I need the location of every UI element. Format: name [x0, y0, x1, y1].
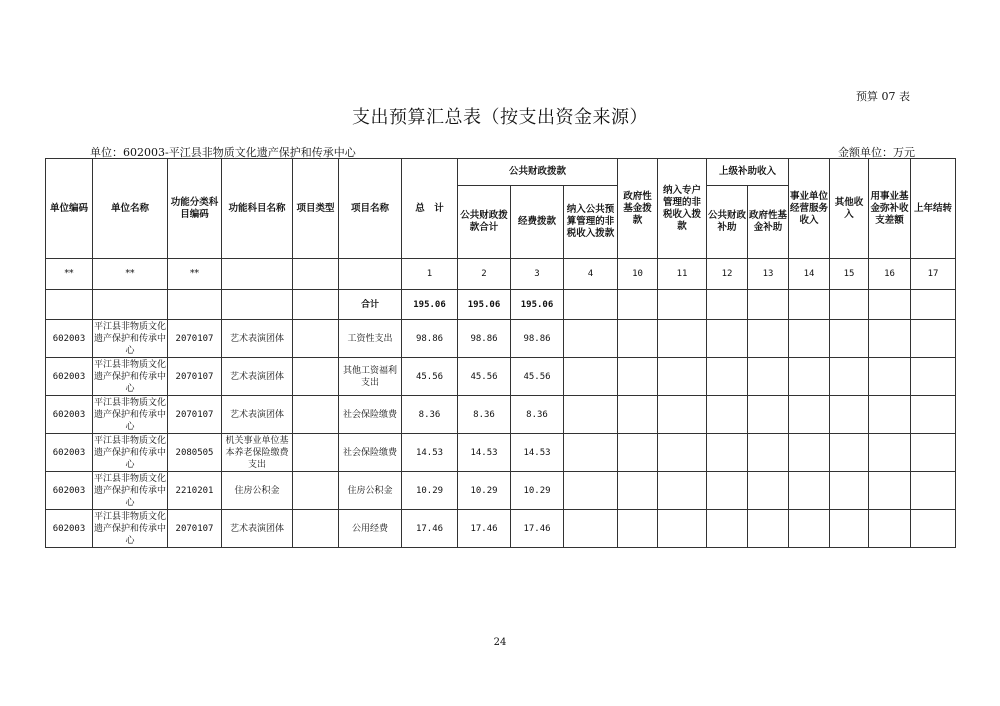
- empty-cell: [618, 358, 658, 396]
- empty-cell: [830, 510, 869, 548]
- header-special-nontax: 纳入专户管理的非税收入拨款: [658, 159, 707, 259]
- public-total-cell: 14.53: [458, 434, 511, 472]
- empty-cell: [830, 396, 869, 434]
- header-fund-makeup: 用事业基金弥补收支差额: [869, 159, 911, 259]
- empty-cell: [789, 510, 830, 548]
- total-cell: 98.86: [402, 320, 458, 358]
- func-code-cell: 2080505: [168, 434, 222, 472]
- empty-cell: [911, 472, 956, 510]
- proj-type-cell: [293, 434, 339, 472]
- index-cell: 16: [869, 259, 911, 290]
- index-cell: [339, 259, 402, 290]
- total-public-amount: 195.06: [458, 290, 511, 320]
- table-row: [46, 320, 956, 358]
- empty-cell: [748, 396, 789, 434]
- empty-cell: [564, 358, 618, 396]
- proj-name-cell: 社会保险缴费: [339, 396, 402, 434]
- empty-cell: [564, 396, 618, 434]
- unit-code-cell: 602003: [46, 434, 93, 472]
- expense-cell: 8.36: [511, 396, 564, 434]
- expense-cell: 98.86: [511, 320, 564, 358]
- empty-cell: [911, 358, 956, 396]
- empty-cell: [658, 320, 707, 358]
- func-name-cell: 艺术表演团体: [222, 358, 293, 396]
- index-cell: [293, 259, 339, 290]
- empty-cell: [618, 396, 658, 434]
- table-row: [46, 434, 956, 472]
- unit-name-cell: 平江县非物质文化遗产保护和传承中心: [94, 321, 167, 356]
- index-cell: 14: [789, 259, 830, 290]
- empty-cell: [911, 396, 956, 434]
- empty-cell: [911, 510, 956, 548]
- empty-cell: [789, 358, 830, 396]
- unit-code-cell: 602003: [46, 320, 93, 358]
- empty-cell: [911, 320, 956, 358]
- header-proj-name: 项目名称: [339, 159, 402, 259]
- empty-cell: [789, 320, 830, 358]
- func-name-cell: 机关事业单位基本养老保险缴费支出: [222, 434, 293, 472]
- empty-cell: [658, 358, 707, 396]
- empty-cell: [869, 434, 911, 472]
- index-cell: 4: [564, 259, 618, 290]
- empty-cell: [748, 358, 789, 396]
- header-total: 总 计: [402, 159, 458, 259]
- public-total-cell: 10.29: [458, 472, 511, 510]
- empty-cell: [748, 434, 789, 472]
- index-cell: 10: [618, 259, 658, 290]
- proj-name-cell: 社会保险缴费: [339, 434, 402, 472]
- header-public-total: 公共财政拨款合计: [458, 186, 511, 259]
- expense-cell: 10.29: [511, 472, 564, 510]
- index-cell: 2: [458, 259, 511, 290]
- unit-name-cell: 平江县非物质文化遗产保护和传承中心: [94, 473, 167, 508]
- total-cell: 10.29: [402, 472, 458, 510]
- proj-name-cell: 公用经费: [339, 510, 402, 548]
- header-other-income: 其他收入: [830, 159, 869, 259]
- header-func-code: 功能分类科目编码: [168, 159, 222, 259]
- page-number: 24: [493, 637, 507, 648]
- empty-cell: [911, 434, 956, 472]
- total-amount: 195.06: [402, 290, 458, 320]
- empty-cell: [707, 396, 748, 434]
- index-cell: 12: [707, 259, 748, 290]
- header-carryover: 上年结转: [911, 159, 956, 259]
- proj-type-cell: [293, 358, 339, 396]
- form-number: 预算 07 表: [856, 90, 910, 103]
- proj-type-cell: [293, 396, 339, 434]
- index-cell: 3: [511, 259, 564, 290]
- func-name-cell: 艺术表演团体: [222, 320, 293, 358]
- total-cell: 17.46: [402, 510, 458, 548]
- empty-cell: [789, 396, 830, 434]
- index-cell: 17: [911, 259, 956, 290]
- empty-cell: [618, 472, 658, 510]
- empty-cell: [748, 320, 789, 358]
- index-cell: 11: [658, 259, 707, 290]
- table-row: [46, 510, 956, 548]
- empty-cell: [618, 434, 658, 472]
- proj-name-cell: 住房公积金: [339, 472, 402, 510]
- expense-cell: 17.46: [511, 510, 564, 548]
- empty-cell: [658, 472, 707, 510]
- unit-label: 单位：602003-平江县非物质文化遗产保护和传承中心: [90, 146, 356, 159]
- empty-cell: [564, 434, 618, 472]
- header-biz-income: 事业单位经营服务收入: [789, 159, 830, 259]
- proj-type-cell: [293, 472, 339, 510]
- header-row-1: [46, 159, 956, 186]
- func-code-cell: 2210201: [168, 472, 222, 510]
- unit-name-cell: 平江县非物质文化遗产保护和传承中心: [94, 511, 167, 546]
- unit-name-cell: 平江县非物质文化遗产保护和传承中心: [94, 435, 167, 470]
- func-code-cell: 2070107: [168, 358, 222, 396]
- empty-cell: [869, 510, 911, 548]
- index-cell: [222, 259, 293, 290]
- empty-cell: [869, 396, 911, 434]
- index-cell: **: [93, 259, 168, 290]
- empty-cell: [869, 358, 911, 396]
- index-cell: 15: [830, 259, 869, 290]
- budget-table: [45, 158, 956, 548]
- empty-cell: [707, 358, 748, 396]
- expense-cell: 14.53: [511, 434, 564, 472]
- empty-cell: [869, 320, 911, 358]
- header-superior-public: 公共财政补助: [707, 186, 748, 259]
- empty-cell: [658, 434, 707, 472]
- unit-name-cell: 平江县非物质文化遗产保护和传承中心: [94, 359, 167, 394]
- empty-cell: [789, 434, 830, 472]
- empty-cell: [707, 320, 748, 358]
- empty-cell: [869, 472, 911, 510]
- empty-cell: [564, 510, 618, 548]
- func-name-cell: 住房公积金: [222, 472, 293, 510]
- proj-type-cell: [293, 320, 339, 358]
- total-label: 合计: [339, 290, 402, 320]
- header-public-group: 公共财政拨款: [458, 159, 618, 186]
- empty-cell: [564, 320, 618, 358]
- empty-cell: [658, 510, 707, 548]
- table-row: [46, 396, 956, 434]
- header-proj-type: 项目类型: [293, 159, 339, 259]
- total-cell: 14.53: [402, 434, 458, 472]
- unit-code-cell: 602003: [46, 396, 93, 434]
- index-cell: 13: [748, 259, 789, 290]
- total-row: [46, 290, 956, 320]
- amount-unit-label: 金额单位：万元: [838, 146, 915, 159]
- index-cell: **: [46, 259, 93, 290]
- empty-cell: [748, 510, 789, 548]
- index-row: [46, 259, 956, 290]
- empty-cell: [564, 472, 618, 510]
- unit-code-cell: 602003: [46, 510, 93, 548]
- empty-cell: [830, 434, 869, 472]
- header-unit-code: 单位编码: [46, 159, 93, 259]
- table-row: [46, 358, 956, 396]
- header-gov-fund: 政府性基金拨款: [618, 159, 658, 259]
- header-superior-group: 上级补助收入: [707, 159, 789, 186]
- header-superior-gov: 政府性基金补助: [748, 186, 789, 259]
- header-func-name: 功能科目名称: [222, 159, 293, 259]
- empty-cell: [830, 472, 869, 510]
- page-title: 支出预算汇总表（按支出资金来源）: [352, 107, 648, 128]
- func-name-cell: 艺术表演团体: [222, 396, 293, 434]
- table-body: [46, 320, 956, 548]
- total-cell: 8.36: [402, 396, 458, 434]
- index-cell: 1: [402, 259, 458, 290]
- empty-cell: [830, 320, 869, 358]
- empty-cell: [830, 358, 869, 396]
- empty-cell: [707, 510, 748, 548]
- proj-type-cell: [293, 510, 339, 548]
- unit-name-cell: 平江县非物质文化遗产保护和传承中心: [94, 397, 167, 432]
- total-expense-amount: 195.06: [511, 290, 564, 320]
- header-expense: 经费拨款: [511, 186, 564, 259]
- proj-name-cell: 其他工资福利支出: [339, 358, 402, 396]
- header-unit-name: 单位名称: [93, 159, 168, 259]
- public-total-cell: 17.46: [458, 510, 511, 548]
- unit-code-cell: 602003: [46, 472, 93, 510]
- public-total-cell: 8.36: [458, 396, 511, 434]
- func-code-cell: 2070107: [168, 396, 222, 434]
- total-cell: 45.56: [402, 358, 458, 396]
- public-total-cell: 45.56: [458, 358, 511, 396]
- proj-name-cell: 工资性支出: [339, 320, 402, 358]
- empty-cell: [707, 472, 748, 510]
- index-cell: **: [168, 259, 222, 290]
- empty-cell: [707, 434, 748, 472]
- expense-cell: 45.56: [511, 358, 564, 396]
- empty-cell: [618, 320, 658, 358]
- table-row: [46, 472, 956, 510]
- unit-code-cell: 602003: [46, 358, 93, 396]
- func-code-cell: 2070107: [168, 320, 222, 358]
- header-nontax: 纳入公共预算管理的非税收入拨款: [564, 186, 618, 259]
- func-name-cell: 艺术表演团体: [222, 510, 293, 548]
- empty-cell: [618, 510, 658, 548]
- empty-cell: [748, 472, 789, 510]
- empty-cell: [789, 472, 830, 510]
- func-code-cell: 2070107: [168, 510, 222, 548]
- public-total-cell: 98.86: [458, 320, 511, 358]
- empty-cell: [658, 396, 707, 434]
